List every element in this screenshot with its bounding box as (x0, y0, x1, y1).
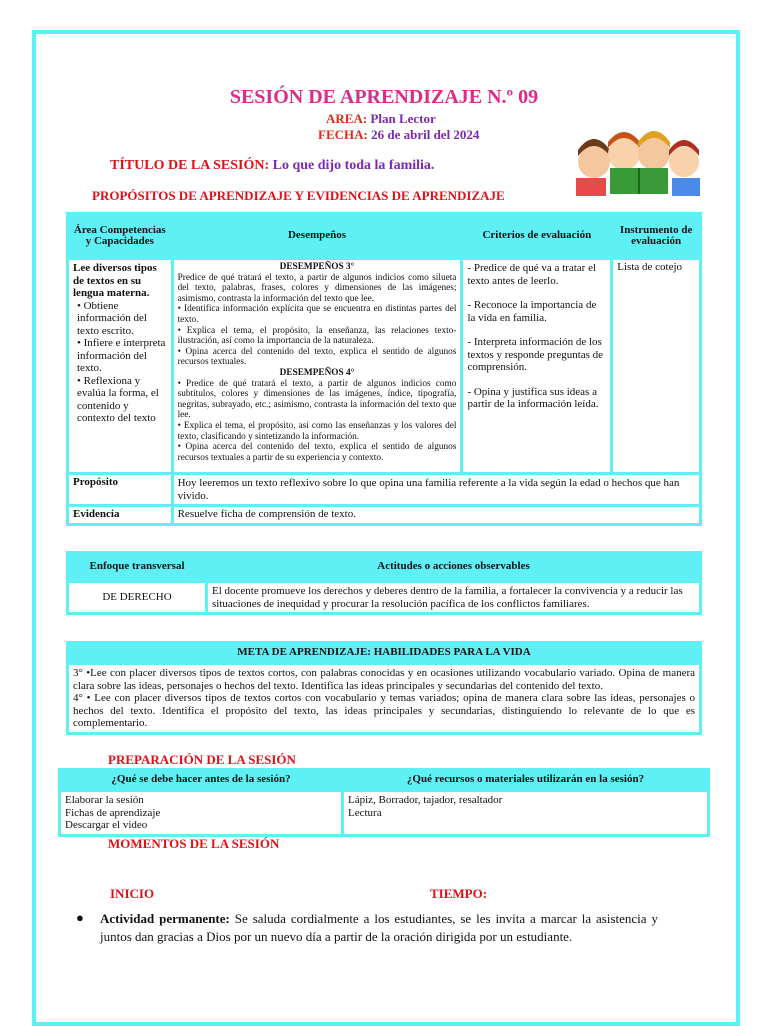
meta-table (66, 641, 702, 735)
children-reading-illustration (568, 118, 706, 196)
capacidad-item: • Obtiene información del texto escrito. (77, 299, 147, 337)
header-desempenos: Desempeños (174, 215, 461, 257)
propositos-table (66, 212, 702, 526)
instrumento-cell: Lista de cotejo (613, 260, 699, 472)
inicio-label: INICIO (110, 886, 155, 901)
fecha-line (318, 127, 479, 143)
preparacion-heading: PREPARACIÓN DE LA SESIÓN (108, 752, 296, 767)
actitud-text: El docente promueve los derechos y deberes dentro de la familia, a fortalecer la convivencia y a reducir las situaciones de inequidad y procurar la resolución pacífica de los conflictos familiares. (208, 583, 699, 612)
desempeno-item: • Explica el tema, el propósito, la enseñanza, las relaciones texto-ilustración, así como la importancia de la naturaleza. (177, 325, 457, 347)
competencia-title: Lee diversos tipos de textos en su lengua materna. (73, 262, 157, 299)
desempenos-3-title: DESEMPEÑOS 3° (279, 262, 355, 272)
criterio-item: - Interpreta información de los textos y responde preguntas de comprensión. (467, 336, 604, 373)
actividad-text: Se saluda cordialmente a los estudiantes, se les invita a marcar la asistencia y juntos dan gracias a Dios por un nuevo día a partir de la oración dirigida por un estudiante. (100, 911, 658, 944)
area-line (326, 111, 436, 127)
meta-cell (69, 665, 699, 732)
proposito-text: Hoy leeremos un texto reflexivo sobre lo que opina una familia referente a la vida según la edad o hechos que han vivido. (174, 475, 699, 504)
recursos-cell (344, 792, 707, 834)
header-antes: ¿Qué se debe hacer antes de la sesión? (61, 771, 341, 789)
evidencia-text: Resuelve ficha de comprensión de texto. (174, 507, 699, 523)
desempeno-item: • Explica el tema, el propósito, así como las enseñanzas y los valores del texto, clasificando y sintetizando la información. (177, 420, 457, 442)
desempeno-item: • Opina acerca del contenido del texto, explica el sentido de algunos recursos textuales. (177, 346, 457, 368)
header-actitudes: Actitudes o acciones observables (208, 554, 699, 580)
header-criterios: Criterios de evaluación (463, 215, 610, 257)
page-title: SESIÓN DE APRENDIZAJE N.º 09 (229, 86, 539, 108)
actividad-paragraph (100, 910, 658, 946)
desempenos-4-title: DESEMPEÑOS 4° (279, 367, 355, 378)
actividad-label: Actividad permanente: (100, 911, 230, 926)
criterio-item: - Reconoce la importancia de la vida en familia. (467, 299, 597, 324)
header-instrumento: Instrumento de evaluación (613, 215, 699, 257)
criterios-cell (463, 260, 610, 472)
fecha-value: 26 de abril del 2024 (371, 127, 480, 142)
meta-3: 3° •Lee con placer diversos tipos de textos cortos, con palabras conocidas y en ocasiones utilizando vocabulario variado. Opina de manera clara sobre las ideas, personajes o hechos del texto. Identifica las ideas principales y secundarias del contenido del texto. (73, 667, 695, 692)
header-area: Área Competencias y Capacidades (69, 215, 171, 257)
desempenos-cell (174, 260, 461, 472)
desempeno-item: • Identifica información explícita que se encuentra en distintas partes del texto. (177, 304, 457, 325)
antes-cell (61, 792, 341, 834)
meta-heading: META DE APRENDIZAJE: HABILIDADES PARA LA VIDA (69, 644, 699, 662)
desempeno-item: • Opina acerca del contenido del texto, explica el sentido de algunos recursos textuales a partir de su experiencia y contexto. (177, 442, 457, 463)
session-title-value: Lo que dijo toda la familia. (272, 158, 435, 173)
criterio-item: - Opina y justifica sus ideas a partir de la información leída. (467, 385, 599, 410)
antes-item: Fichas de aprendizaje (65, 806, 161, 819)
session-title-line (110, 158, 434, 174)
recurso-item: Lectura (348, 806, 382, 819)
bullet-icon: ● (76, 910, 84, 925)
session-title-label: TÍTULO DE LA SESIÓN: (110, 158, 270, 173)
antes-item: Descargar el video (65, 819, 148, 831)
criterio-item: - Predice de qué va a tratar el texto antes de leerlo. (467, 262, 597, 287)
capacidad-item: • Reflexiona y evalúa la forma, el contenido y contexto del texto (77, 374, 159, 424)
header-recursos: ¿Qué recursos o materiales utilizarán en la sesión? (344, 771, 707, 789)
propositos-heading: PROPÓSITOS DE APRENDIZAJE Y EVIDENCIAS DE APRENDIZAJE (92, 188, 505, 203)
enfoque-table (66, 551, 702, 615)
area-value: Plan Lector (370, 111, 436, 126)
evidencia-label: Evidencia (69, 507, 171, 523)
area-label: AREA: (326, 111, 368, 126)
meta-4: 4° • Lee con placer diversos tipos de textos cortos con vocabulario y temas variados; opina de manera clara sobre las ideas, personajes o hechos del texto. Identifica el propósito del texto, las ideas principales y secundarias, distinguiendo lo relevante de lo que es complementario. (73, 692, 695, 729)
competencias-cell (69, 260, 171, 472)
enfoque-value: DE DERECHO (69, 583, 205, 612)
header-enfoque: Enfoque transversal (69, 554, 205, 580)
recurso-item: Lápiz, Borrador, tajador, resaltador (348, 794, 503, 806)
antes-item: Elaborar la sesión (65, 794, 144, 806)
fecha-label: FECHA: (318, 127, 368, 142)
proposito-label: Propósito (69, 475, 171, 504)
desempeno-item: • Predice de qué tratará el texto, a partir de algunos indicios como subtítulos, colores y dimensiones de las imágenes, índice, tipografía, negritas, subrayado, etc.; asimismo, contrasta la información del texto que lee. (177, 378, 457, 421)
preparacion-table (58, 768, 710, 837)
momentos-heading: MOMENTOS DE LA SESIÓN (108, 836, 280, 851)
capacidad-item: • Infiere e interpreta información del texto. (77, 337, 166, 374)
desempeno-item: Predice de qué tratará el texto, a partir de algunos indicios como silueta del texto, palabras, frases, colores y dimensiones de las imágenes; asimismo, contrasta la información del texto que lee. (177, 272, 457, 304)
tiempo-label: TIEMPO: (430, 886, 488, 901)
